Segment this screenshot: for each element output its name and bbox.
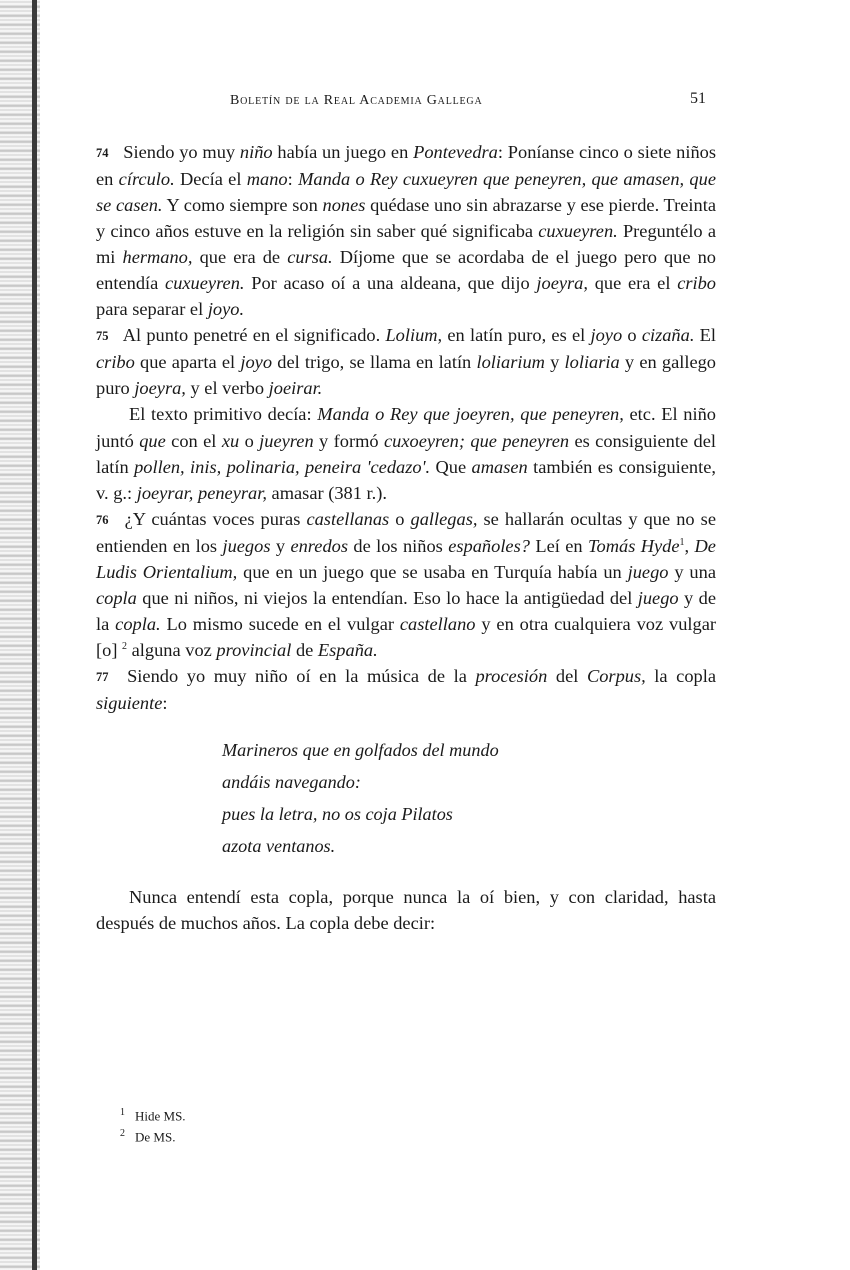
footnote-item: $^1$ Hide MS. xyxy=(120,1107,186,1124)
footnotes xyxy=(120,1104,186,1147)
entry-number: 74 xyxy=(96,146,109,160)
footnote-ref: 1 xyxy=(679,536,685,548)
footnote-item: $^2$ De MS. xyxy=(120,1128,176,1145)
paragraph-74: 74 Siendo yo muy niño había un juego en Pontevedra: Poníanse cinco o siete niños en círculo. Decía el mano: Manda o Rey cuxueyren que peneyren, que amasen, que se casen. Y como siempre son nones quédase uno sin abrazarse y ese pierde. Treinta y cinco años estuve en la religión sin saber qué significaba cuxueyren. Preguntélo a mi hermano, que era de cursa. Díjome que se acordaba de el juego pero que no entendía cuxueyren. Por acaso oí a una aldeana, que dijo joeyra, que era el cribo para separar el joyo. xyxy=(96,142,717,320)
paragraph-75-continued: El texto primitivo decía: Manda o Rey que joeyren, que peneyren, etc. El niño juntó que con el xu o jueyren y formó cuxoeyren; que peneyren es consiguiente del latín pollen, inis, polinaria, peneira 'cedazo'. Que amasen también es consiguiente, v. g.: joeyrar, peneyrar, amasar (381 r.). xyxy=(96,404,717,503)
page-number: 51 xyxy=(690,90,706,107)
entry-number: 76 xyxy=(96,512,109,527)
poem-line: Marineros que en golfados del mundo xyxy=(222,740,499,761)
paragraph-77: 77 Siendo yo muy niño oí en la música de la procesión del Corpus, la copla siguiente: xyxy=(96,665,716,713)
poem-line: pues la letra, no os coja Pilatos xyxy=(222,804,453,825)
footnote-ref: 2 xyxy=(122,640,128,652)
entry-number: 75 xyxy=(96,329,109,344)
running-header xyxy=(0,88,850,118)
journal-title: Boletín de la Real Academia Gallega xyxy=(230,93,483,108)
entry-number: 77 xyxy=(96,669,109,684)
closing-paragraph: Nunca entendí esta copla, porque nunca la oí bien, y con claridad, hasta después de muchos años. La copla debe decir: xyxy=(96,887,716,934)
poem-verse xyxy=(222,734,716,862)
body-text xyxy=(96,139,716,936)
page-gutter-shadow xyxy=(32,0,37,1270)
poem-line: azota ventanos. xyxy=(222,836,336,857)
paragraph-76: 76 ¿Y cuántas voces puras castellanas o gallegas, se hallarán ocultas y que no se entienden en los juegos y enredos de los niños españoles? Leí en Tomás Hyde$^1$, De Ludis Orientalium, que en un juego que se usaba en Turquía había un juego y una copla que ni niños, ni viejos la entendían. Eso lo hace la antigüedad del juego y de la copla. Lo mismo sucede en el vulgar castellano y en otra cualquiera voz vulgar [o] $^2$ alguna voz provincial de España. xyxy=(96,508,717,660)
paragraph-75: 75 Al punto penetré en el significado. Lolium, en latín puro, es el joyo o cizaña. El cribo que aparta el joyo del trigo, se llama en latín loliarium y loliaria y en gallego puro joeyra, y el verbo joeirar. xyxy=(96,325,717,399)
poem-line: andáis navegando: xyxy=(222,772,361,793)
